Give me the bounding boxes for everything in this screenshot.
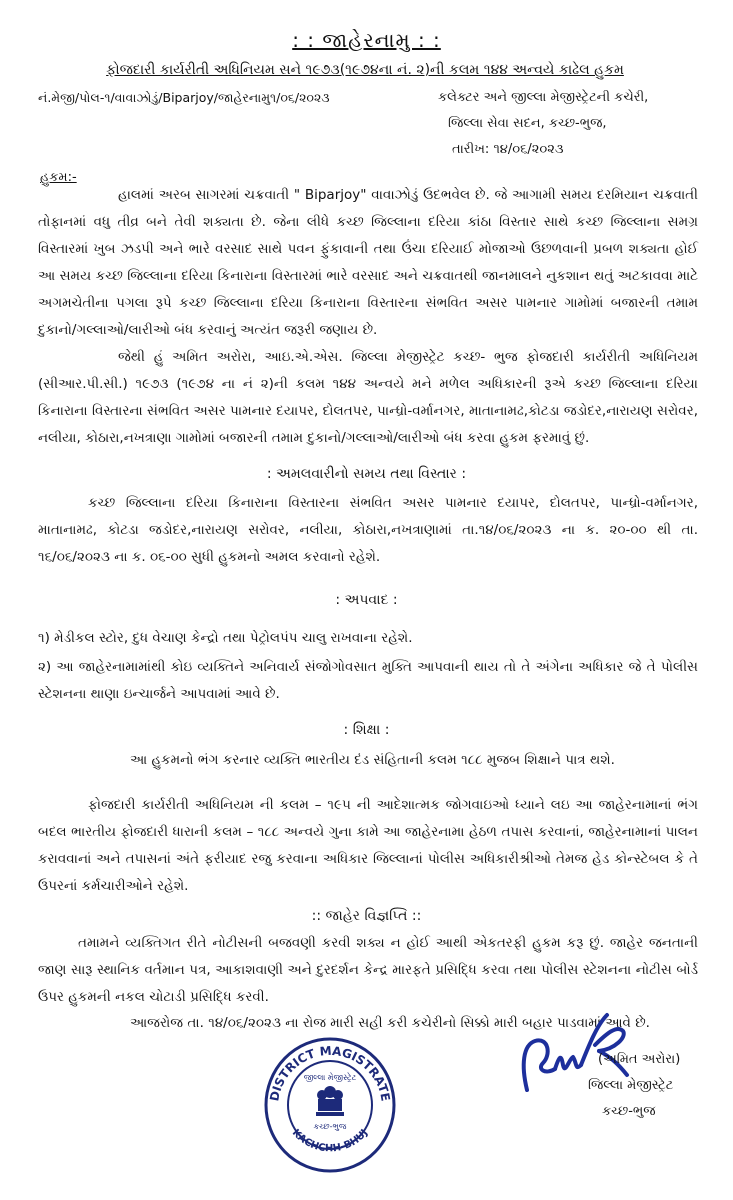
svg-text:KACHCHH-BHUJ [290,1127,371,1154]
penalty-heading: : શિક્ષા : [343,722,390,738]
seal-inner-bottom-text: કચ્છ-ભુજ [313,1122,347,1131]
exception-item-2: ૨) આ જાહેરનામામાંથી કોઇ વ્યક્તિને અનિવાર્ય સંજોગોવસાત મુક્તિ આપવાની થાય તો તે અંગેના અધિકાર જે તે પોલીસ સ્ટેશનના થાણા ઇન્ચાર્જને આપવામાં આવે છે. [38,659,698,702]
seal-inner-top-text: જીલ્લા મેજીસ્ટ્રેટ [303,1073,357,1082]
office-address-line2: જિલ્લા સેવા સદન, કચ્છ-ભુજ, [448,116,607,131]
implementation-heading: : અમલવારીનો સમય તથા વિસ્તાર : [266,466,467,482]
signatory-name: (અમિત અરોરા) [598,1052,681,1067]
order-paragraph-1: હાલમાં અરબ સાગરમાં ચક્રવાતી " Biparjoy" વાવાઝોડું ઉદભવેલ છે. જે આગામી સમય દરમિયાન ચક્રવાતી તોફાનમાં વધુ તીવ્ર બને તેવી શક્યતા છે. જેના લીધે કચ્છ જિલ્લાના દરિયા કાંઠા વિસ્તાર સાથે કચ્છ જિલ્લાના સમગ્ર વિસ્તારમાં ખુબ ઝડપી અને ભારે વરસાદ સાથે પવન ફુંકાવાની તથા ઉંચા દરિયાઈ મોજાઓ ઉછળવાની પ્રબળ શક્યતા હોઈ આ સમય કચ્છ જિલ્લાના દરિયા કિનારાના વિસ્તારમાં ભારે વરસાદ અને ચક્રવાતથી જાનમાલને નુકશાન થતું અટકાવવા માટે અગમચેતીના પગલા રૂપે કચ્છ જિલ્લાના દરિયા કિનારાના વિસ્તારના સંભવિત અસર પામનાર ગામોમાં બજારની તમામ દુકાનો/ગલ્લાઓ/લારીઓ બંધ કરવાનું અત્યંત જરૂરી જણાય છે. [38,187,698,338]
implementation-text: કચ્છ જિલ્લાના દરિયા કિનારાના વિસ્તારના સંભવિત અસર પામનાર દયાપર, દોલતપર, પાન્ધ્રો-વર્માનગર, માતાનામઢ, કોટડા જડોદર,નારાયણ સરોવર, નલીયા, કોઠારા,નખત્રાણામાં તા.૧૪/૦૬/૨૦૨૩ ના ક. ૨૦-૦૦ થી તા. ૧૬/૦૬/૨૦૨૩ ના ક. ૦૬-૦૦ સુધી હુકમનો અમલ કરવાનો રહેશે. [38,495,698,565]
order-paragraph-2: જેથી હું અમિત અરોરા, આઇ.એ.એસ. જિલ્લા મેજીસ્ટ્રેટ કચ્છ- ભુજ ફોજદારી કાર્યરીતી અધિનિયમ (સીઆર.પી.સી.) ૧૯૭૩ (૧૯૭૪ ના નં ૨)ની કલમ ૧૪૪ અન્વયે મને મળેલ અધિકારની રૂએ કચ્છ જિલ્લાના દરિયા કિનારાના વિસ્તારના સંભવિત અસર પામનાર દયાપર, દોલતપર, પાન્ધ્રો-વર્માનગર, માતાનામઢ,કોટડા જડોદર,નારાયણ સરોવર, નલીયા, કોઠારા,નખત્રાણા ગામોમાં બજારની તમામ દુકાનો/ગલ્લાઓ/લારીઓ બંધ કરવા હુકમ ફરમાવું છું. [38,349,698,446]
closing-statement: આજરોજ તા. ૧૪/૦૬/૨૦૨૩ ના રોજ મારી સહી કરી કચેરીનો સિક્કો મારી બહાર પાડવામાં આવે છે. [130,1015,650,1031]
office-address-line1: કલેક્ટર અને જીલ્લા મેજીસ્ટ્રેટની કચેરી, [438,90,649,105]
district-magistrate-seal [262,1035,398,1175]
emblem-icon [316,1086,344,1116]
public-notice-heading: :: જાહેર વિજ્ઞપ્તિ :: [311,908,422,924]
public-notice-text: તમામને વ્યક્તિગત રીતે નોટીસની બજવણી કરવી શક્ય ન હોઈ આથી એકતરફી હુકમ કરૂ છું. જાહેર જનતાની જાણ સારૂ સ્થાનિક વર્તમાન પત્ર, આકાશવાણી અને દુરદર્શન કેન્દ્ર મારફતે પ્રસિદ્ધિ કરવા તથા પોલીસ સ્ટેશનના નોટીસ બોર્ડ ઉપર હુકમની નકલ ચોટાડી પ્રસિદ્ધિ કરવી. [38,935,698,1005]
signatory-title: જિલ્લા મેજીસ્ટ્રેટ [588,1078,674,1093]
exception-item-1: ૧) મેડીકલ સ્ટોર, દુધ વેચાણ કેન્દ્રો તથા પેટ્રોલપંપ ચાલુ રાખવાના રહેશે. [38,630,413,646]
penalty-paragraph: ફોજદારી કાર્યરીતી અધિનિયમ ની કલમ – ૧૯૫ ની આદેશાત્મક જોગવાઇઓ ધ્યાને લઇ આ જાહેરનામાનાં ભંગ બદલ ભારતીય ફોજદારી ધારાની કલમ – ૧૮૮ અન્વયે ગુના કામે આ જાહેરનામા હેઠળ તપાસ કરવાનાં, જાહેરનામાનાં પાલન કરાવવાનાં અને તપાસનાં અંતે ફરીયાદ રજુ કરવાના અધિકાર જિલ્લાનાં પોલીસ અધિકારીશ્રીઓ તેમજ હેડ કોન્સ્ટેબલ કે તે ઉપરનાં કર્મચારીઓને રહેશે. [38,797,698,894]
seal-outer-bottom-text: KACHCHH-BHUJ [289,1127,371,1155]
reference-number: નં.મેજી/પોલ-૧/વાવાઝોડું/Biparjoy/જાહેરનામુ૧/૦૬/૨૦૨૩ [38,90,330,105]
order-heading: હુકમ:- [40,170,77,185]
issue-date: તારીખ: ૧૪/૦૬/૨૦૨૩ [452,142,564,157]
document-title: : : જાહેરનામુ : : [292,28,441,52]
seal-outer-top-text: DISTRICT MAGISTRATE [267,1043,393,1103]
document-subtitle: ફોજદારી કાર્યરીતી અધિનિયમ સને ૧૯૭૩(૧૯૭૪ના નં. ૨)ની કલમ ૧૪૪ અન્વયે કાઢેલ હુકમ [106,62,624,78]
exception-heading: : અપવાદ : [335,592,398,608]
signatory-place: કચ્છ-ભુજ [602,1104,656,1119]
penalty-text: આ હુકમનો ભંગ કરનાર વ્યક્તિ ભારતીય દંડ સંહિતાની કલમ ૧૮૮ મુજબ શિક્ષાને પાત્ર થશે. [130,752,615,768]
